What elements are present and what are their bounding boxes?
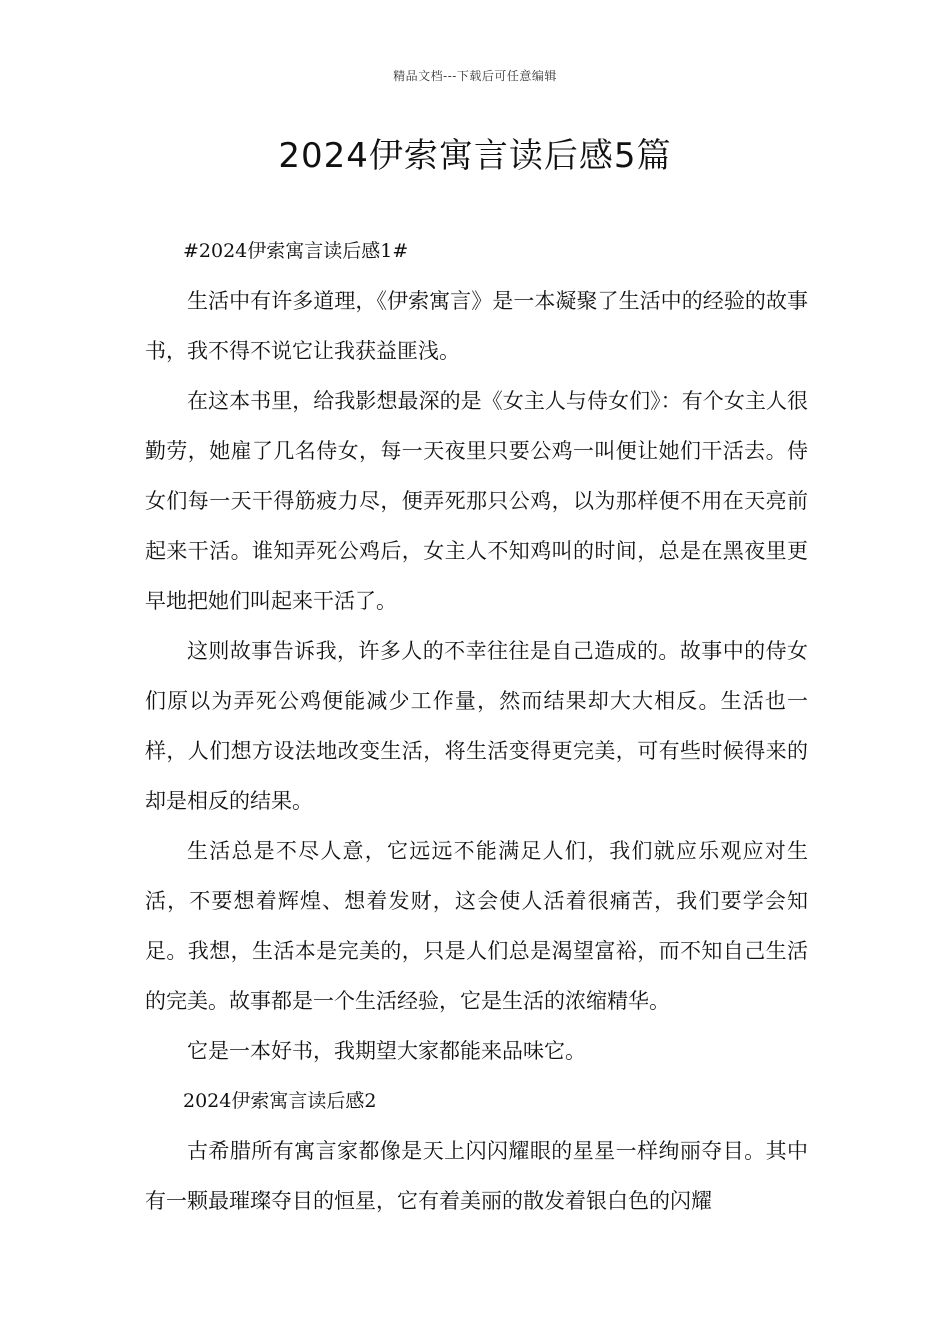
paragraph: 生活中有许多道理，《伊索寓言》是一本凝聚了生活中的经验的故事书，我不得不说它让我获益匪浅。: [145, 289, 808, 363]
paragraph: 这则故事告诉我，许多人的不幸往往是自己造成的。故事中的侍女们原以为弄死公鸡便能减少工作量，然而结果却大大相反。生活也一样，人们想方设法地改变生活，将生活变得更完美，可有些时候得来的却是相反的结果。: [145, 639, 808, 813]
header-note: 精品文档---下载后可任意编辑: [393, 69, 557, 83]
paragraph: 它是一本好书，我期望大家都能来品味它。: [187, 1039, 586, 1063]
paragraph: 古希腊所有寓言家都像是天上闪闪耀眼的星星一样绚丽夺目。其中有一颗最璀璨夺目的恒星，它有着美丽的散发着银白色的闪耀: [145, 1139, 808, 1213]
section-heading: 2024伊索寓言读后感2: [183, 1090, 377, 1112]
paragraph: 生活总是不尽人意，它远远不能满足人们，我们就应乐观应对生活，不要想着辉煌、想着发财，这会使人活着很痛苦，我们要学会知足。我想，生活本是完美的，只是人们总是渴望富裕，而不知自己生活的完美。故事都是一个生活经验，它是生活的浓缩精华。: [145, 839, 808, 1013]
section-heading: #2024伊索寓言读后感1#: [183, 240, 409, 262]
paragraph: 在这本书里，给我影想最深的是《女主人与侍女们》：有个女主人很勤劳，她雇了几名侍女，每一天夜里只要公鸡一叫便让她们干活去。侍女们每一天干得筋疲力尽，便弄死那只公鸡，以为那样便不用在天亮前起来干活。谁知弄死公鸡后，女主人不知鸡叫的时间，总是在黑夜里更早地把她们叫起来干活了。: [145, 389, 808, 613]
page-title: 2024伊索寓言读后感5篇: [278, 136, 672, 176]
document-body: [145, 226, 808, 1226]
